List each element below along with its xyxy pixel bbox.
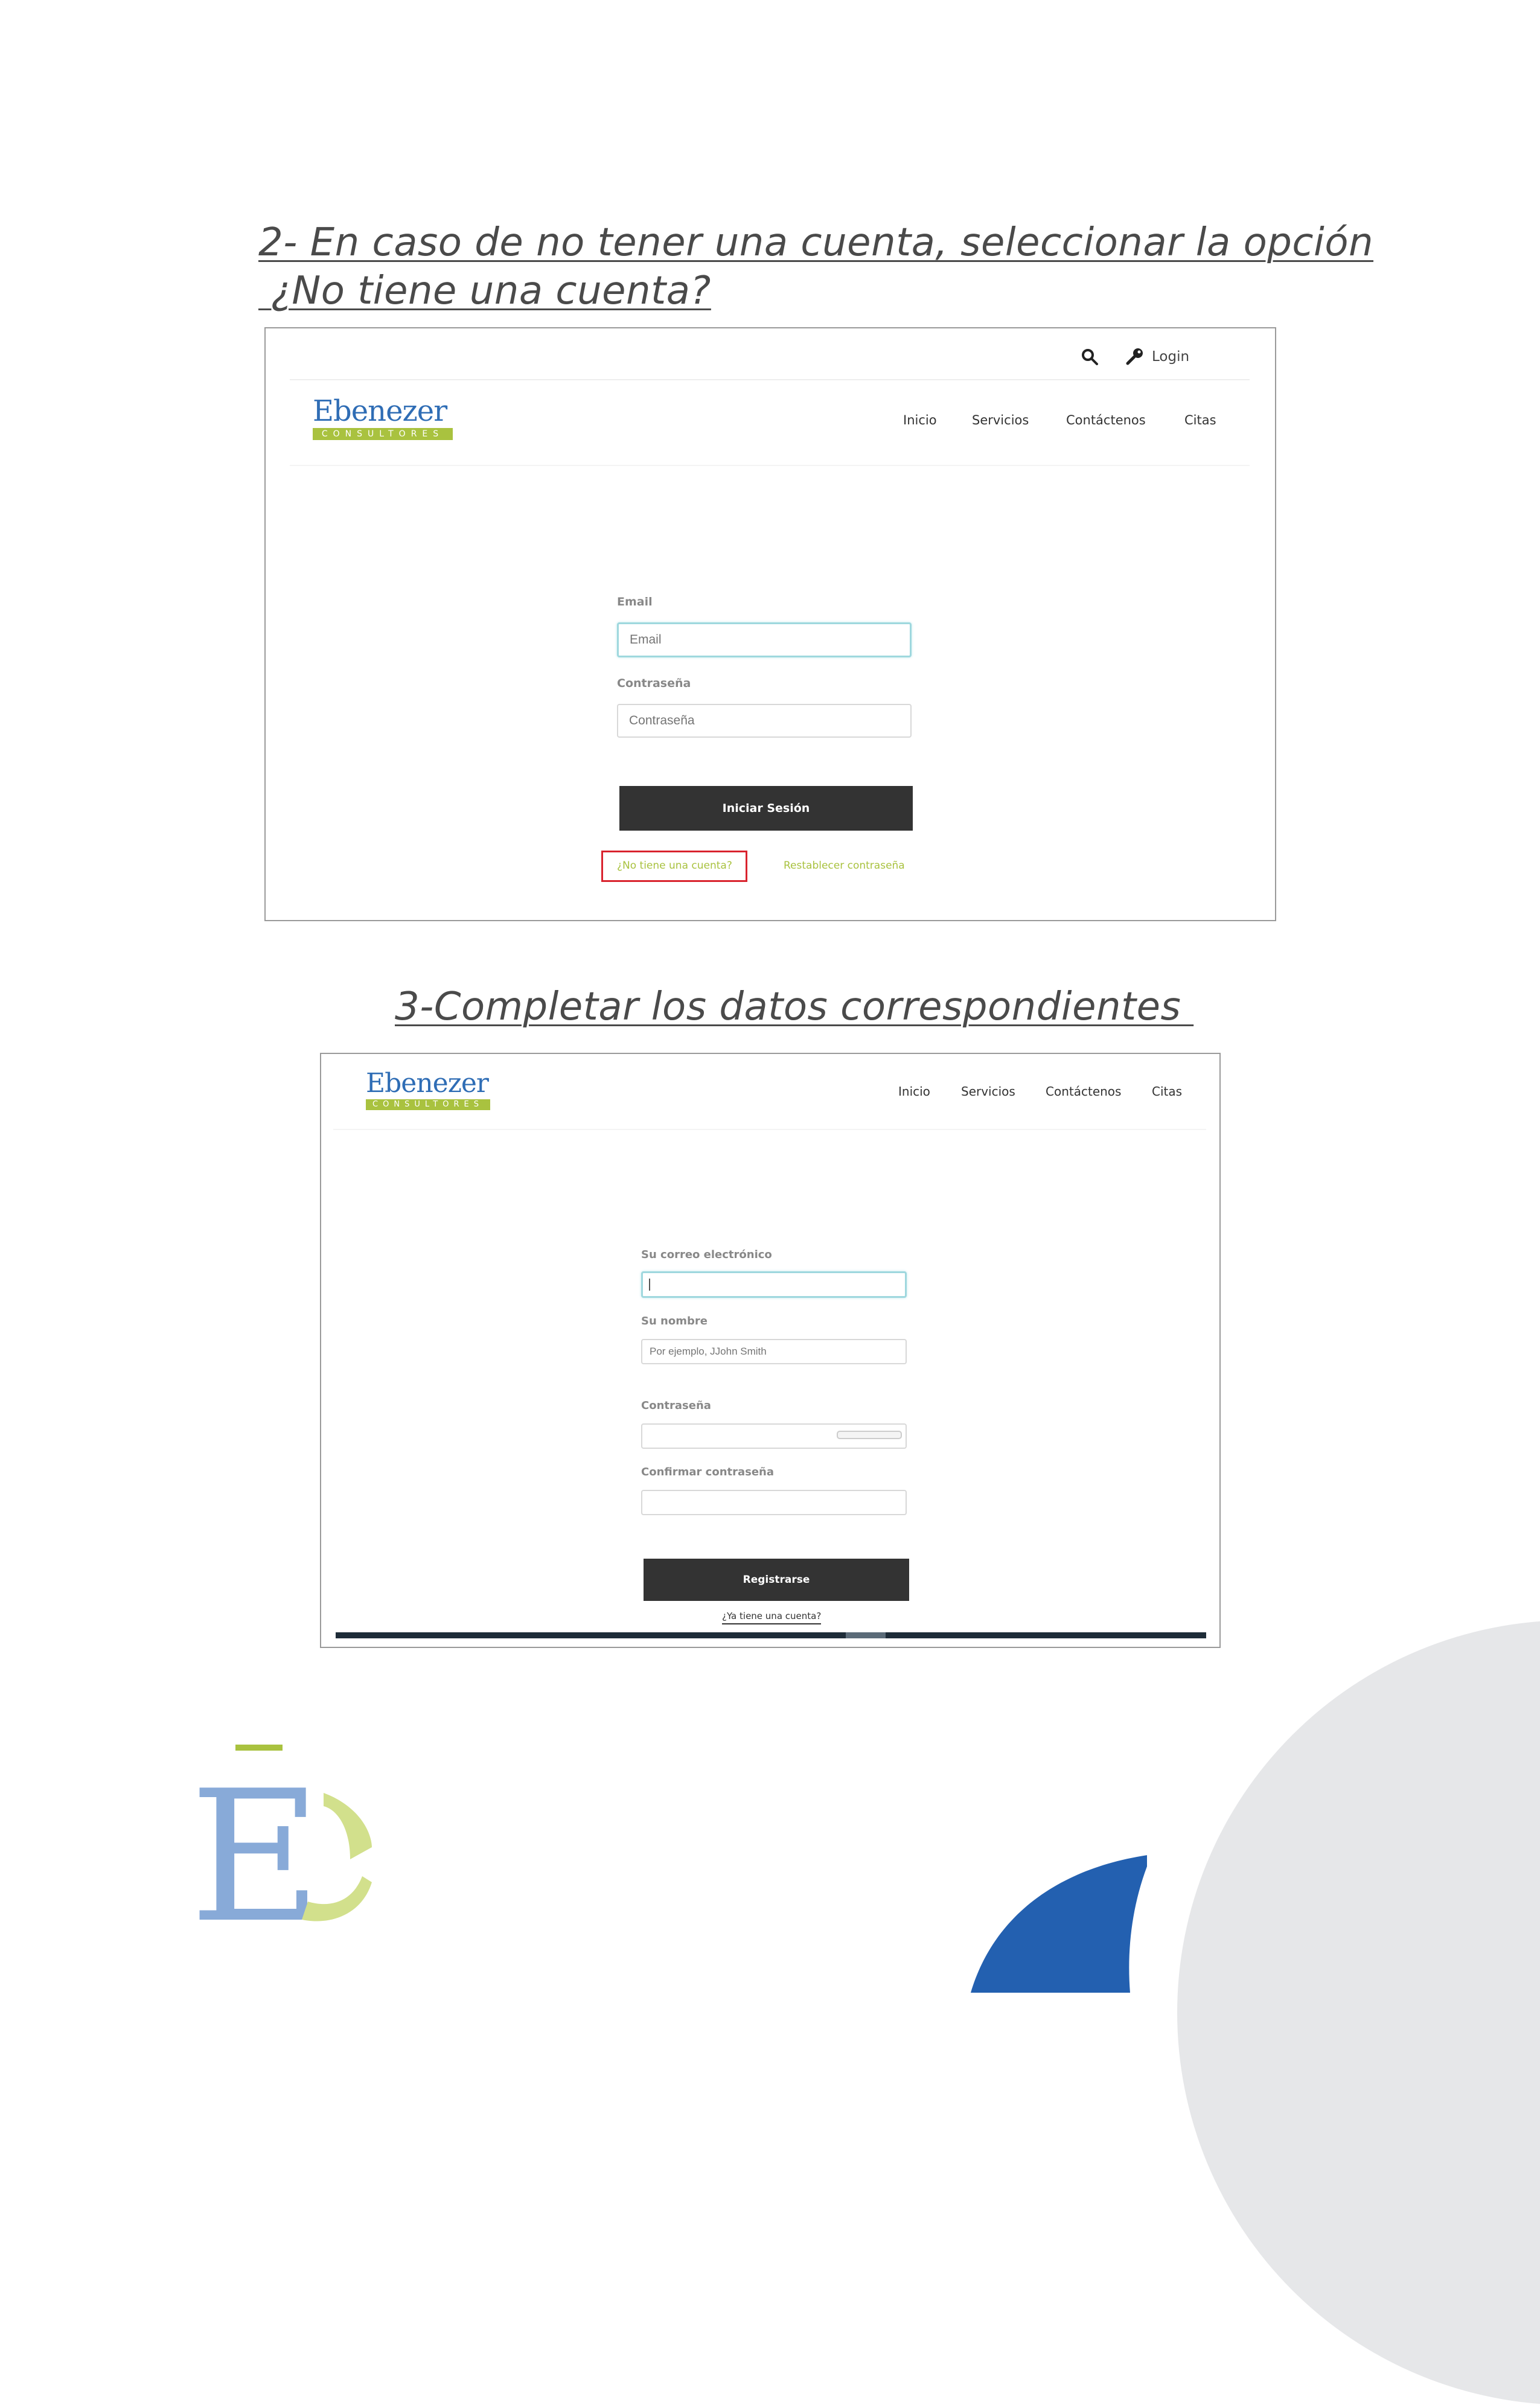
email-field[interactable] [641,1271,907,1298]
ec-monogram-logo [181,1739,386,1932]
ebenezer-logo[interactable] [366,1070,490,1110]
nav-item-inicio[interactable]: Inicio [903,413,937,427]
nav-item-servicios[interactable]: Servicios [961,1084,1015,1099]
name-field[interactable] [641,1339,907,1364]
nav-item-contactenos[interactable]: Contáctenos [1046,1084,1122,1099]
password-field[interactable] [641,1423,907,1449]
nav-item-citas[interactable]: Citas [1152,1084,1183,1099]
nav-item-servicios[interactable]: Servicios [972,413,1029,427]
progress-marker [846,1632,886,1638]
bottom-video-bar [336,1632,1206,1638]
email-label: Su correo electrónico [641,1248,772,1261]
header-divider [333,1129,1206,1130]
step2-heading-line2: ¿No tiene una cuenta? [258,269,711,313]
decor-blue-wedge [966,1851,1147,1993]
step3-heading: 3-Completar los datos correspondientes [395,985,1194,1029]
logo-subtitle: CONSULTORES [366,1099,490,1110]
login-button[interactable]: Iniciar Sesión [619,786,913,831]
confirm-password-label: Confirmar contraseña [641,1466,775,1478]
password-label: Contraseña [641,1399,711,1412]
logo-wordmark: Ebenezer [313,394,447,428]
logo-wordmark: Ebenezer [366,1068,488,1099]
register-button[interactable]: Registrarse [644,1559,909,1601]
nav-item-inicio[interactable]: Inicio [898,1084,930,1099]
login-link[interactable]: Login [1152,349,1190,365]
email-label: Email [617,595,653,608]
password-strength-bar [837,1431,902,1439]
logo-subtitle: CONSULTORES [313,428,453,440]
ebenezer-logo[interactable] [313,396,453,440]
svg-text:E: E [190,1752,322,1932]
password-label: Contraseña [617,677,691,690]
topbar-divider [290,379,1250,380]
login-screenshot [264,327,1276,921]
header-divider [290,465,1250,466]
search-icon[interactable] [1081,348,1099,368]
key-icon[interactable] [1125,347,1145,368]
email-field[interactable] [617,622,912,657]
nav-item-contactenos[interactable]: Contáctenos [1066,413,1146,427]
signup-link[interactable]: ¿No tiene una cuenta? [617,860,732,872]
name-label: Su nombre [641,1315,708,1327]
nav-item-citas[interactable]: Citas [1184,413,1216,427]
confirm-password-field[interactable] [641,1490,907,1515]
text-cursor [649,1279,650,1291]
step2-heading-line1: 2- En caso de no tener una cuenta, seleccionar la opción [258,220,1374,265]
password-field[interactable] [617,704,912,738]
login-link[interactable]: ¿Ya tiene una cuenta? [722,1611,821,1624]
reset-password-link[interactable]: Restablecer contraseña [784,860,905,872]
register-screenshot [320,1053,1221,1648]
decor-gray-quarter-circle [1177,1620,1540,2405]
